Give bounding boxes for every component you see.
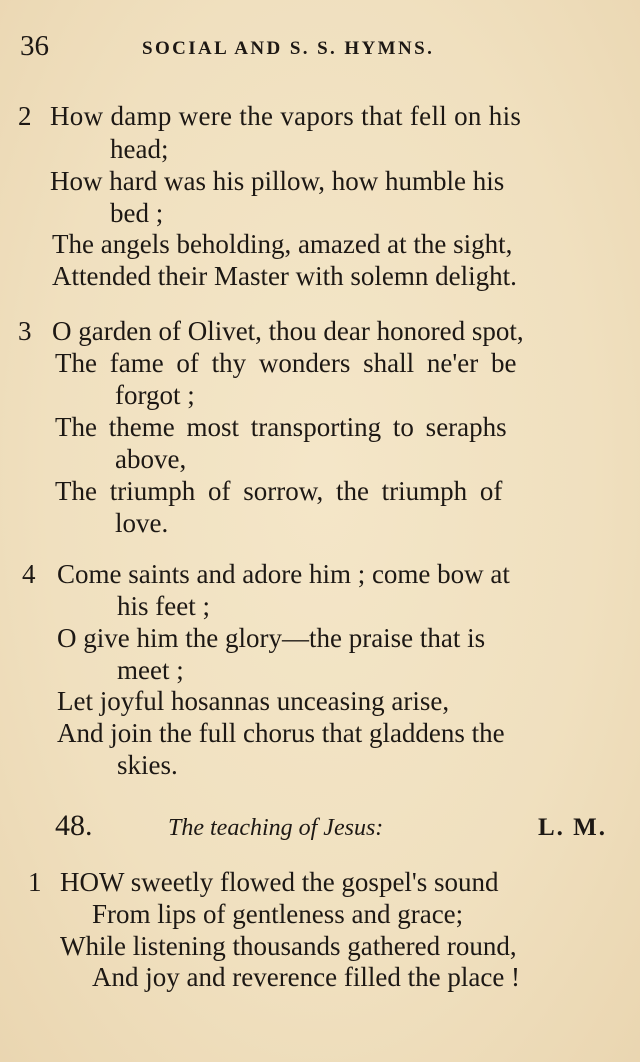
stanza-line: love. [115, 508, 169, 538]
stanza-number: 3 [18, 316, 32, 346]
stanza-line: above, [115, 444, 187, 474]
stanza-line: And join the full chorus that gladdens the [57, 718, 505, 748]
stanza-line: And joy and reverence filled the place ! [92, 962, 521, 992]
stanza-line: While listening thousands gathered round, [60, 931, 517, 961]
stanza-line: O garden of Olivet, thou dear honored spot, [52, 316, 524, 346]
stanza-line: bed ; [110, 198, 164, 228]
hymn-number: 48. [55, 809, 93, 842]
page-number: 36 [20, 30, 49, 62]
stanza-line: How damp were the vapors that fell on his [50, 101, 522, 131]
stanza-line: meet ; [117, 655, 184, 685]
stanza-line: his feet ; [117, 591, 210, 621]
stanza-line: From lips of gentleness and grace; [92, 899, 464, 929]
stanza-line: Attended their Master with solemn delight. [52, 261, 517, 291]
page-header [20, 30, 616, 70]
stanza-line: The fame of thy wonders shall ne'er be [55, 348, 517, 378]
stanza-line: Let joyful hosannas unceasing arise, [57, 686, 450, 716]
stanza-line: The angels beholding, amazed at the sight, [52, 229, 513, 259]
stanza-line: HOW sweetly flowed the gospel's sound [60, 867, 499, 897]
hymn-meter: L. M. [538, 814, 608, 841]
hymn-title: The teaching of Jesus: [168, 815, 384, 841]
stanza-line: forgot ; [115, 380, 195, 410]
stanza-line: O give him the glory—the praise that is [57, 623, 486, 653]
stanza-line: head; [110, 134, 169, 164]
stanza-line: The triumph of sorrow, the triumph of [55, 476, 503, 506]
stanza-number: 1 [28, 867, 42, 897]
stanza-line: The theme most transporting to seraphs [55, 412, 507, 442]
stanza-line: Come saints and adore him ; come bow at [57, 559, 510, 589]
stanza-line: skies. [117, 750, 178, 780]
stanza-line: How hard was his pillow, how humble his [50, 166, 505, 196]
running-title: SOCIAL AND S. S. HYMNS. [142, 38, 435, 59]
stanza-number: 4 [22, 559, 36, 589]
stanza-number: 2 [18, 101, 32, 131]
